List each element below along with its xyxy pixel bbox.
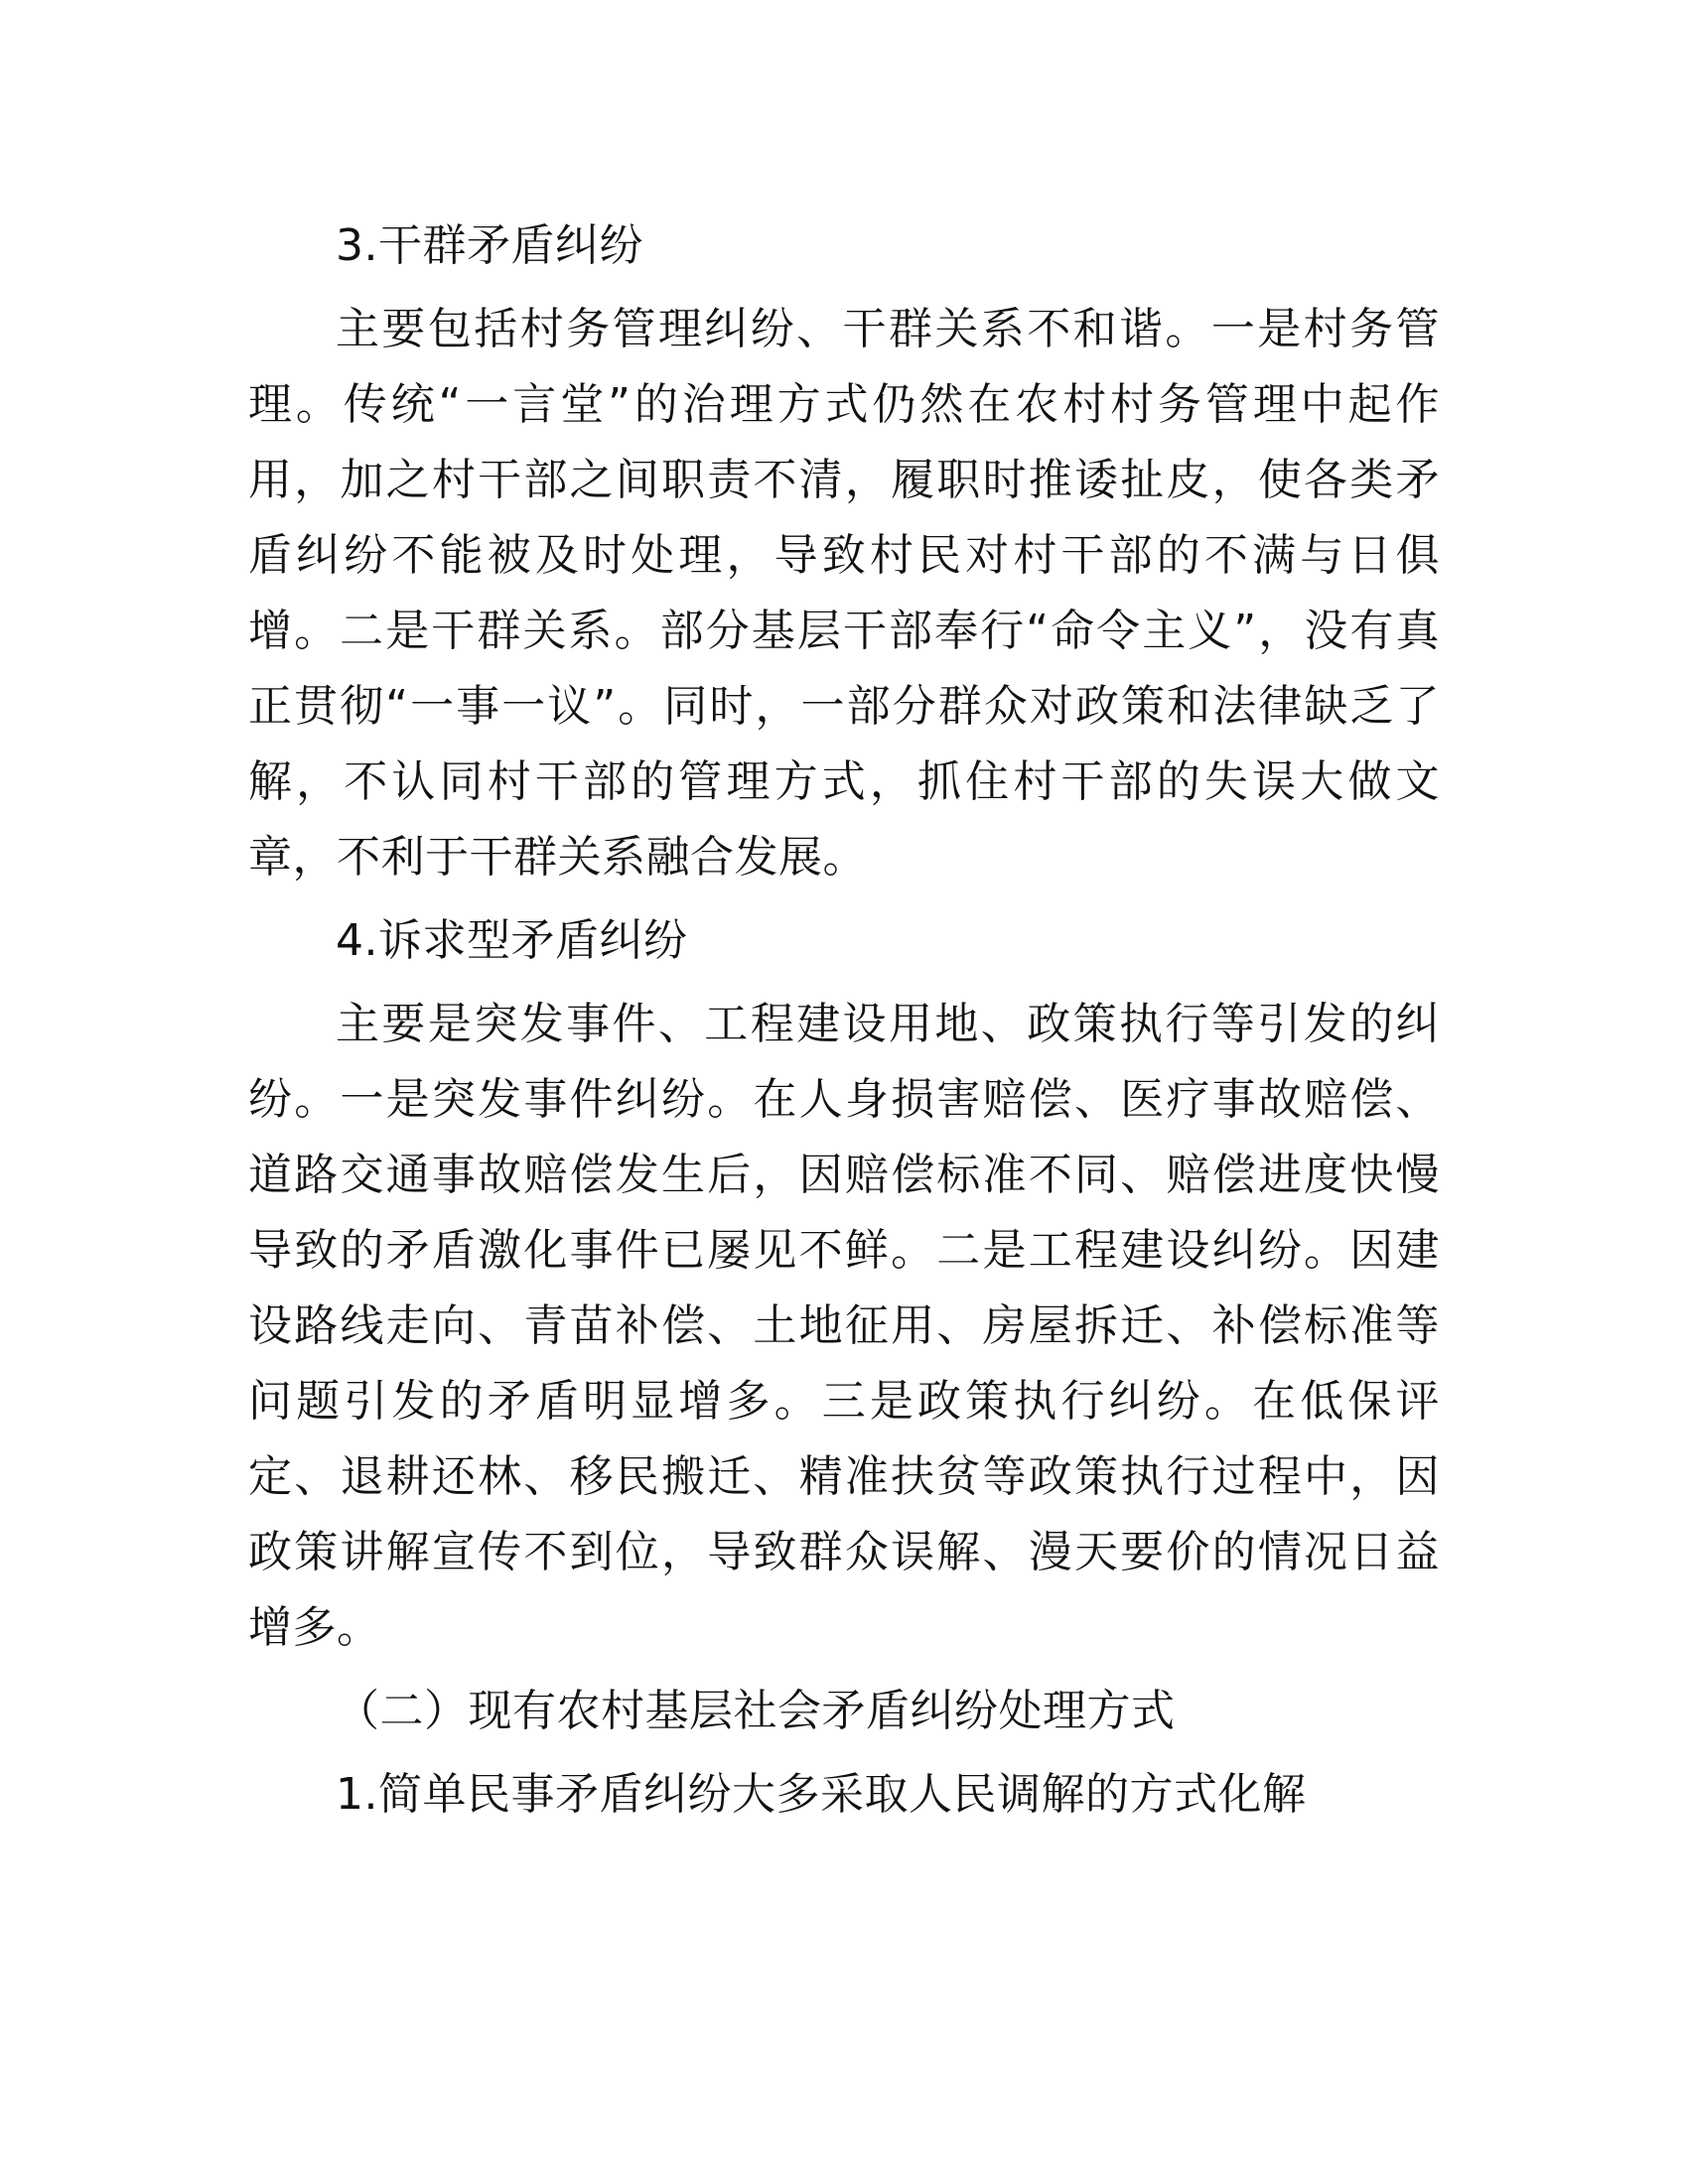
section-heading-cadre-mass-disputes: 3.干群矛盾纠纷 <box>336 220 643 271</box>
document-body <box>248 208 1440 1833</box>
body-paragraph-appeal-disputes: 主要是突发事件、工程建设用地、政策执行等引发的纠纷。一是突发事件纠纷。在人身损害赔偿、医疗事故赔偿、道路交通事故赔偿发生后，因赔偿标准不同、赔偿进度快慢导致的矛盾激化事件已屡见不鲜。二是工程建设纠纷。因建设路线走向、青苗补偿、土地征用、房屋拆迁、补偿标准等问题引发的矛盾明显增多。三是政策执行纠纷。在低保评定、退耕还林、移民搬迁、精准扶贫等政策执行过程中，因政策讲解宣传不到位，导致群众误解、漫天要价的情况日益增多。 <box>248 999 1440 1653</box>
section-heading-handling-methods: （二）现有农村基层社会矛盾纠纷处理方式 <box>336 1686 1176 1736</box>
section-heading-people-mediation: 1.简单民事矛盾纠纷大多采取人民调解的方式化解 <box>336 1769 1307 1820</box>
body-paragraph-cadre-mass-disputes: 主要包括村务管理纠纷、干群关系不和谐。一是村务管理。传统“一言堂”的治理方式仍然在农村村务管理中起作用，加之村干部之间职责不清，履职时推诿扯皮，使各类矛盾纠纷不能被及时处理，导致村民对村干部的不满与日俱增。二是干群关系。部分基层干部奉行“命令主义”，没有真正贯彻“一事一议”。同时，一部分群众对政策和法律缺乏了解，不认同村干部的管理方式，抓住村干部的失误大做文章，不利于干群关系融合发展。 <box>248 304 1440 883</box>
section-heading-appeal-disputes: 4.诉求型矛盾纠纷 <box>336 915 688 966</box>
